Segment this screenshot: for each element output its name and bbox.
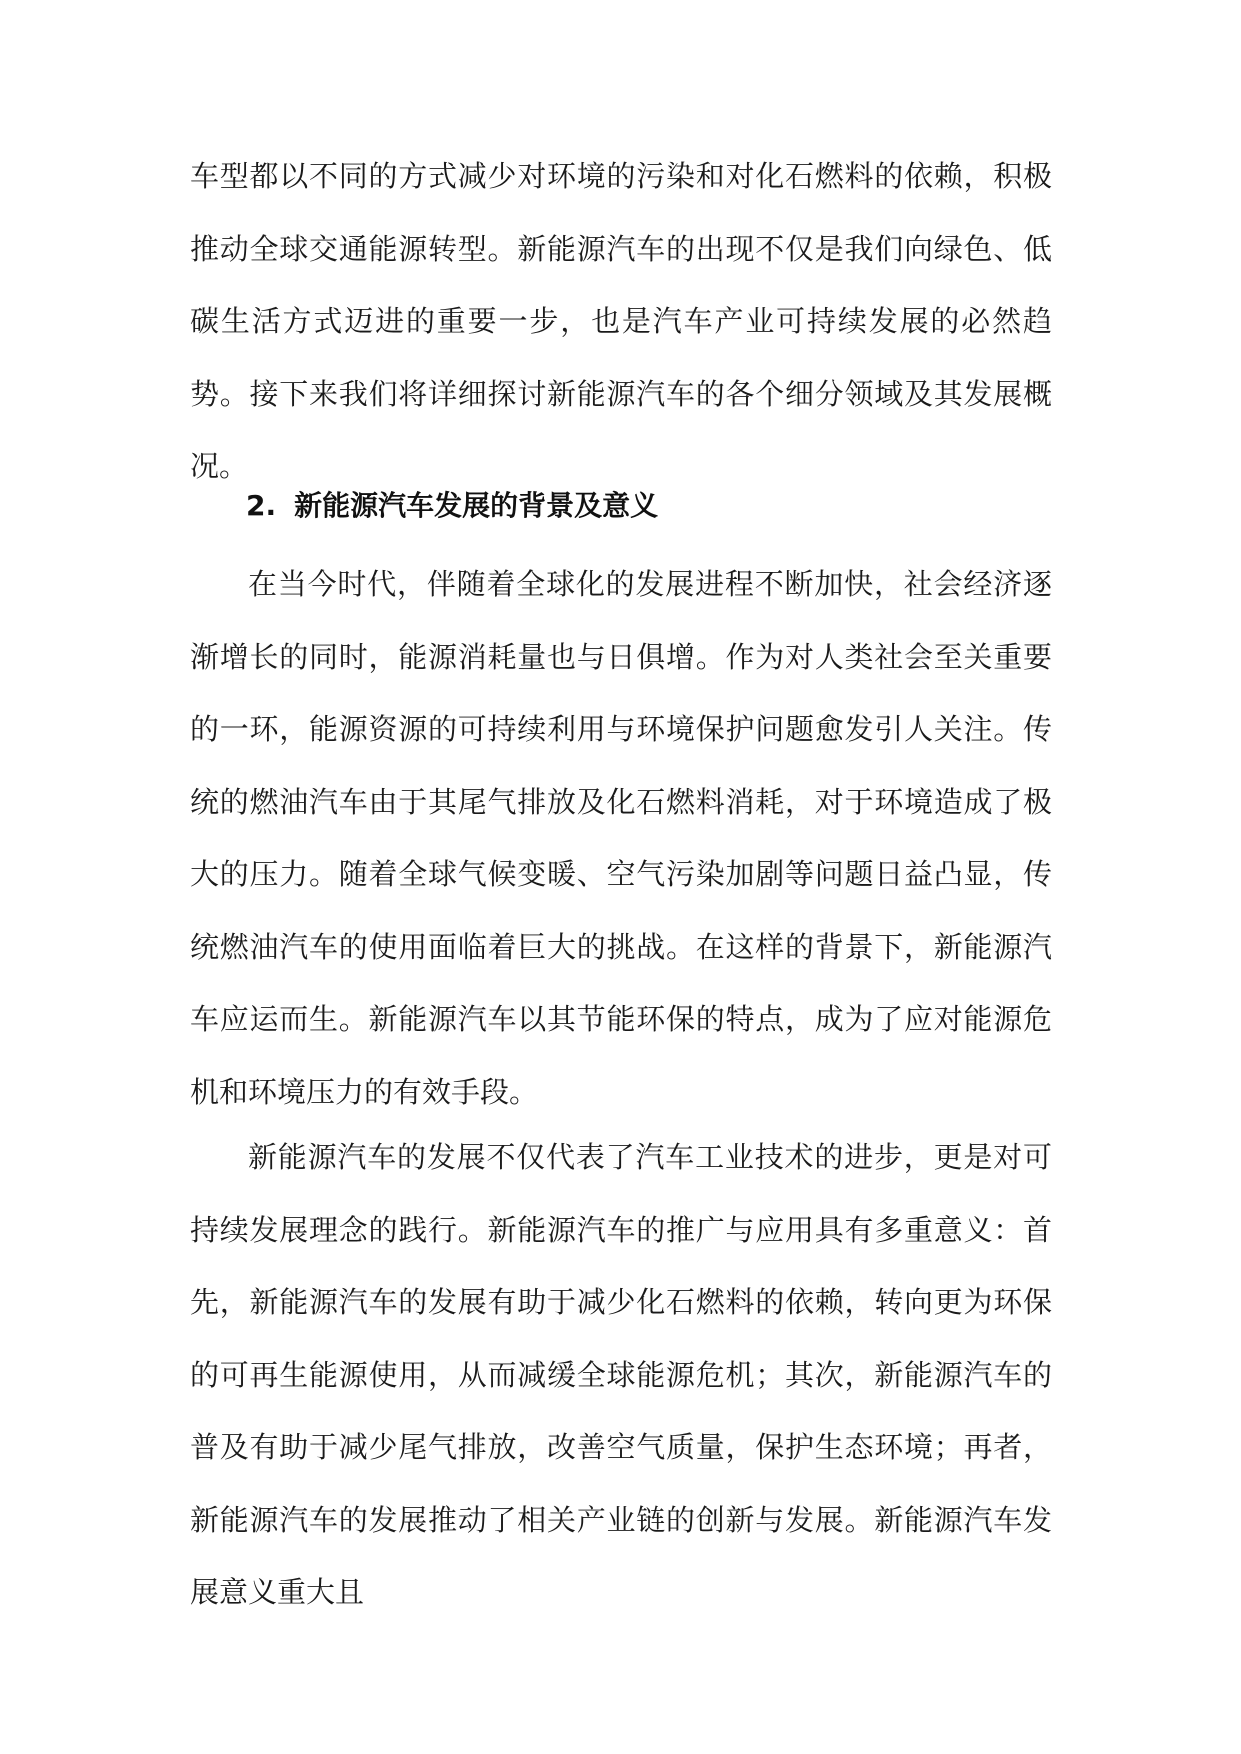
paragraph-intro-continued: 车型都以不同的方式减少对环境的污染和对化石燃料的依赖，积极推动全球交通能源转型。新能源汽车的出现不仅是我们向绿色、低碳生活方式迈进的重要一步，也是汽车产业可持续发展的必然趋势。接下来我们将详细探讨新能源汽车的各个细分领域及其发展概况。 bbox=[190, 159, 1052, 483]
paragraph-significance: 新能源汽车的发展不仅代表了汽车工业技术的进步，更是对可持续发展理念的践行。新能源汽车的推广与应用具有多重意义：首先，新能源汽车的发展有助于减少化石燃料的依赖，转向更为环保的可再生能源使用，从而减缓全球能源危机；其次，新能源汽车的普及有助于减少尾气排放，改善空气质量，保护生态环境；再者，新能源汽车的发展推动了相关产业链的创新与发展。新能源汽车发展意义重大且 bbox=[190, 1140, 1052, 1609]
section-heading bbox=[246, 470, 658, 542]
section-number: 2. bbox=[246, 489, 277, 522]
paragraph-background: 在当今时代，伴随着全球化的发展进程不断加快，社会经济逐渐增长的同时，能源消耗量也与日俱增。作为对人类社会至关重要的一环，能源资源的可持续利用与环境保护问题愈发引人关注。传统的燃油汽车由于其尾气排放及化石燃料消耗，对于环境造成了极大的压力。随着全球气候变暖、空气污染加剧等问题日益凸显，传统燃油汽车的使用面临着巨大的挑战。在这样的背景下，新能源汽车应运而生。新能源汽车以其节能环保的特点，成为了应对能源危机和环境压力的有效手段。 bbox=[190, 567, 1052, 1109]
section-title: 新能源汽车发展的背景及意义 bbox=[294, 489, 659, 522]
